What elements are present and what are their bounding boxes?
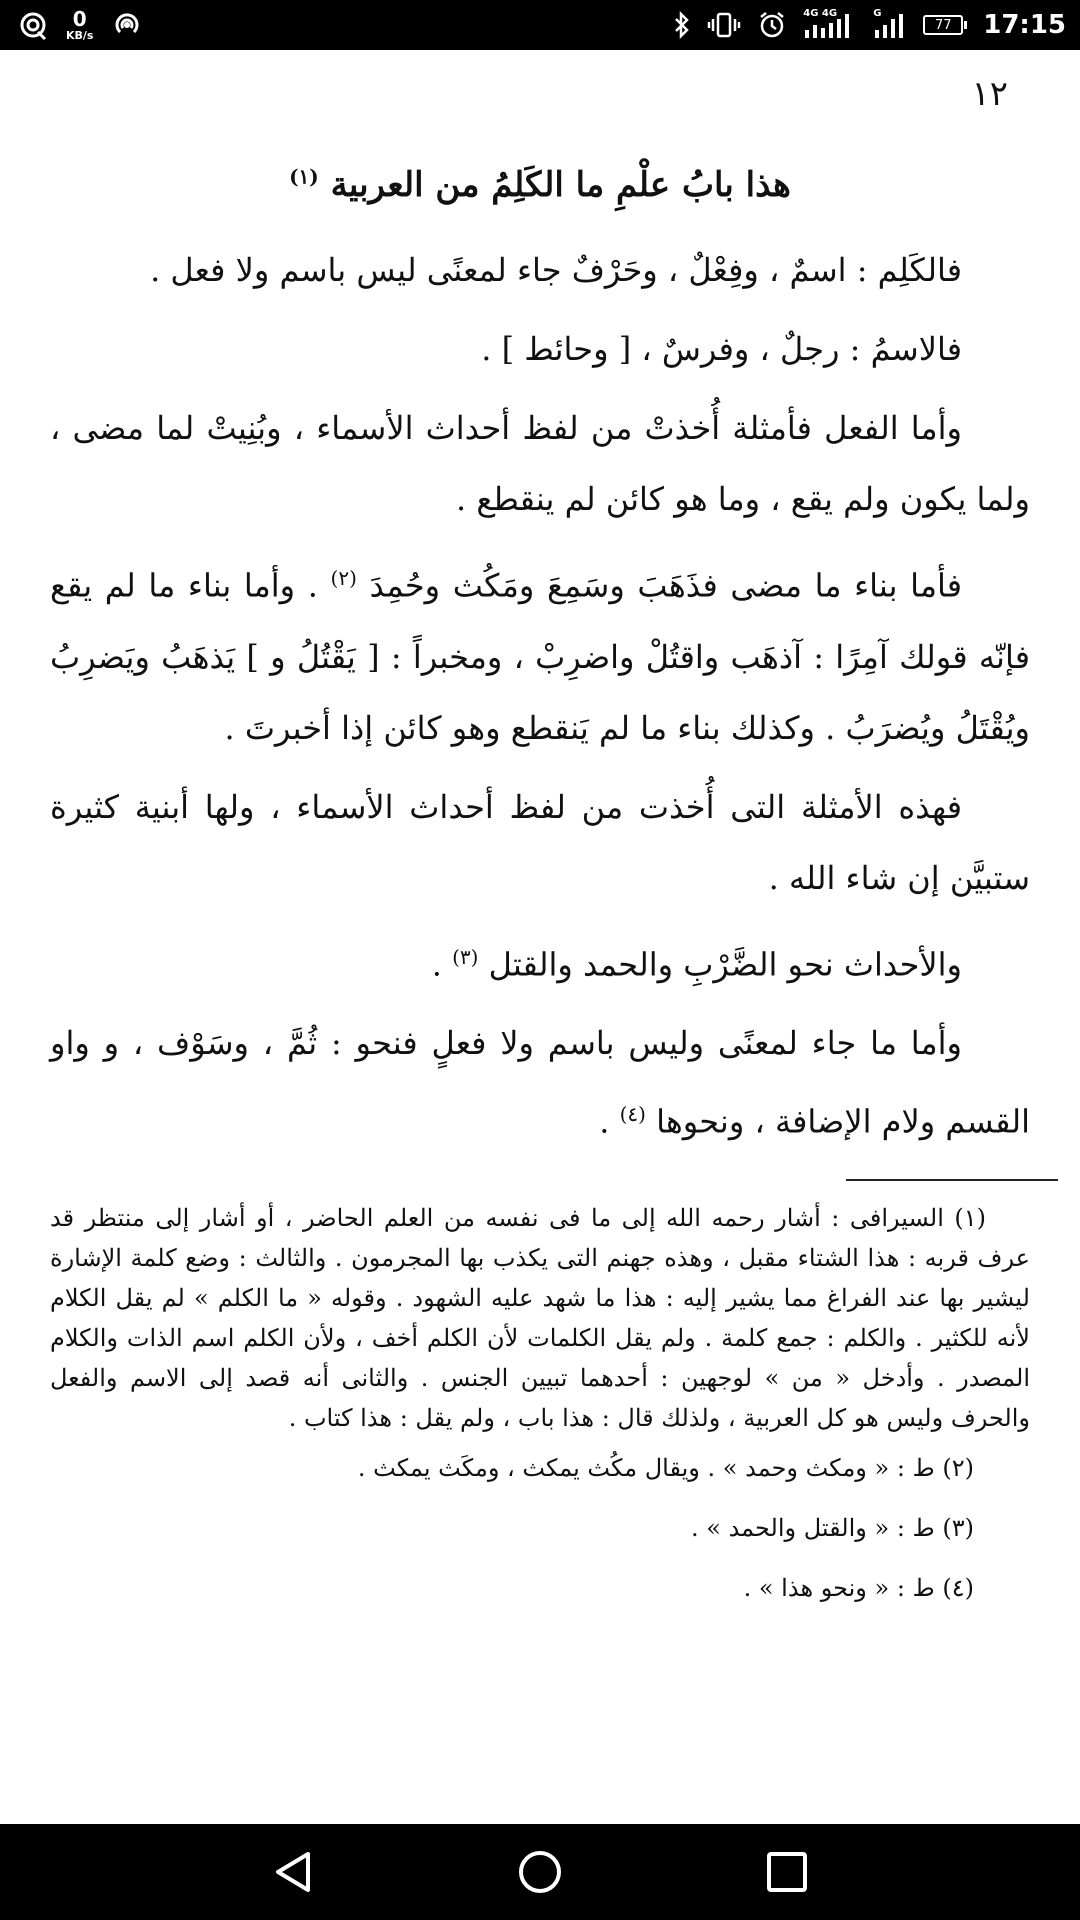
paragraph — [50, 1008, 1030, 1158]
footnote: (٢) ط : « ومكث وحمد » . ويقال مكُث يمكث ، ومكَث يمكث . — [357, 1454, 974, 1482]
paragraph — [50, 543, 1030, 764]
paragraph-text: والأحداث نحو الضَّرْبِ والحمد والقتل — [488, 945, 962, 984]
home-circle-icon — [517, 1849, 563, 1895]
footnote-divider — [846, 1179, 1058, 1181]
signal-strength-1 — [803, 10, 857, 40]
signal-strength-2 — [873, 10, 907, 40]
alarm-icon — [757, 10, 787, 40]
paragraph-text: فأما بناء ما مضى فذَهَبَ وسَمِعَ ومَكُث وحُمِدَ — [369, 566, 963, 605]
paragraph-text: وأما ما جاء لمعنًى وليس باسم ولا فعلٍ فنحو : ثُمَّ ، وسَوْف ، و واو القسم ولام الإضافة ، ونحوها — [50, 1024, 1030, 1141]
recents-square-icon — [764, 1849, 810, 1895]
paragraph: وأما الفعل فأمثلة أُخذتْ من لفظ أحداث الأسماء ، وبُنِيتْ لما مضى ، ولما يكون ولم يقع ، وما هو كائن لم ينقطع . — [50, 409, 1030, 518]
footnotes — [50, 1198, 1030, 1628]
paragraph-end: . — [431, 945, 442, 984]
network-speed-unit: KB/s — [66, 29, 94, 42]
footnote: (٤) ط : « ونحو هذا » . — [743, 1574, 974, 1602]
wireless-icon — [111, 10, 143, 40]
vibrate-icon — [707, 10, 741, 40]
back-triangle-icon — [270, 1849, 316, 1895]
chapter-title-text: هذا بابُ علْمِ ما الكَلِمُ من العربية — [330, 165, 791, 205]
paragraph-end: . — [599, 1102, 610, 1141]
footnote-ref-2: (٢) — [330, 566, 357, 590]
battery-indicator — [923, 15, 967, 35]
clock: 17:15 — [983, 10, 1066, 40]
battery-tip — [964, 21, 967, 29]
paragraph — [50, 922, 1030, 1001]
paragraph-text: . وأما بناء ما لم يقع فإنّه قولك آمِرًا : آذهَب واقتُلْ واضرِبْ ، ومخبراً : [ يَقْتُلُ و ] يَذهَبُ ويَضرِبُ ويُقْتَلُ ويُضرَبُ . وكذلك بناء ما لم يَنقطع وهو كائن إذا أخبرتَ . — [50, 566, 1030, 747]
network-speed-value: 0 — [72, 7, 87, 31]
hotspot-icon — [18, 10, 48, 40]
signal-strength-1-label: 4G 4G — [803, 8, 838, 19]
status-bar — [0, 0, 1080, 50]
paragraph: فالكَلِم : اسمٌ ، وفِعْلٌ ، وحَرْفٌ جاء لمعنًى ليس باسم ولا فعل . — [150, 251, 962, 289]
paragraph: فالاسمُ : رجلٌ ، وفرسٌ ، [ وحائط ] . — [481, 330, 962, 368]
signal-strength-2-label: G — [873, 8, 882, 19]
chapter-title — [50, 160, 1030, 211]
home-button[interactable] — [500, 1832, 580, 1912]
footnote-ref-3: (٣) — [452, 944, 479, 969]
footnote: (٣) ط : « والقتل والحمد » . — [691, 1514, 974, 1542]
battery-level: 77 — [923, 15, 963, 35]
footnote-ref-4: (٤) — [619, 1102, 646, 1127]
footnote: (١) السيرافى : أشار رحمه الله إلى ما فى نفسه من العلم الحاضر ، أو أشار إلى منتظر قد عرف قربه : هذا الشتاء مقبل ، وهذه جهنم التى يكذب بها المجرمون . والثالث : وضع كلمة الإشارة ليشير بها عند الفراغ مما يشير إليه : هذا ما شهد عليه الشهود . وقوله « ما الكلم » لم يقل الكلام لأنه للكثير . والكلم : جمع كلمة . ولم يقل الكلمات لأن الكلم أخف ، ولأن الكلم اسم الذات والكلام المصدر . وأدخل « من » لوجهين : أحدهما تبيين الجنس . والثانى أنه قصد إلى الاسم والفعل والحرف وليس هو كل العربية ، ولذلك قال : هذا باب ، ولم يقل : هذا كتاب . — [50, 1204, 1031, 1432]
bluetooth-icon — [673, 10, 691, 40]
document-page[interactable] — [0, 50, 1080, 1824]
page-number: ١٢ — [971, 74, 1008, 114]
main-text — [50, 160, 1030, 1166]
recents-button[interactable] — [747, 1832, 827, 1912]
footnote-ref-1: (١) — [289, 164, 319, 189]
network-speed — [66, 9, 93, 41]
navigation-bar — [0, 1824, 1080, 1920]
paragraph: فهذه الأمثلة التى أُخذت من لفظ أحداث الأسماء ، ولها أبنية كثيرة ستبيَّن إن شاء الله . — [50, 787, 1030, 897]
back-button[interactable] — [253, 1832, 333, 1912]
